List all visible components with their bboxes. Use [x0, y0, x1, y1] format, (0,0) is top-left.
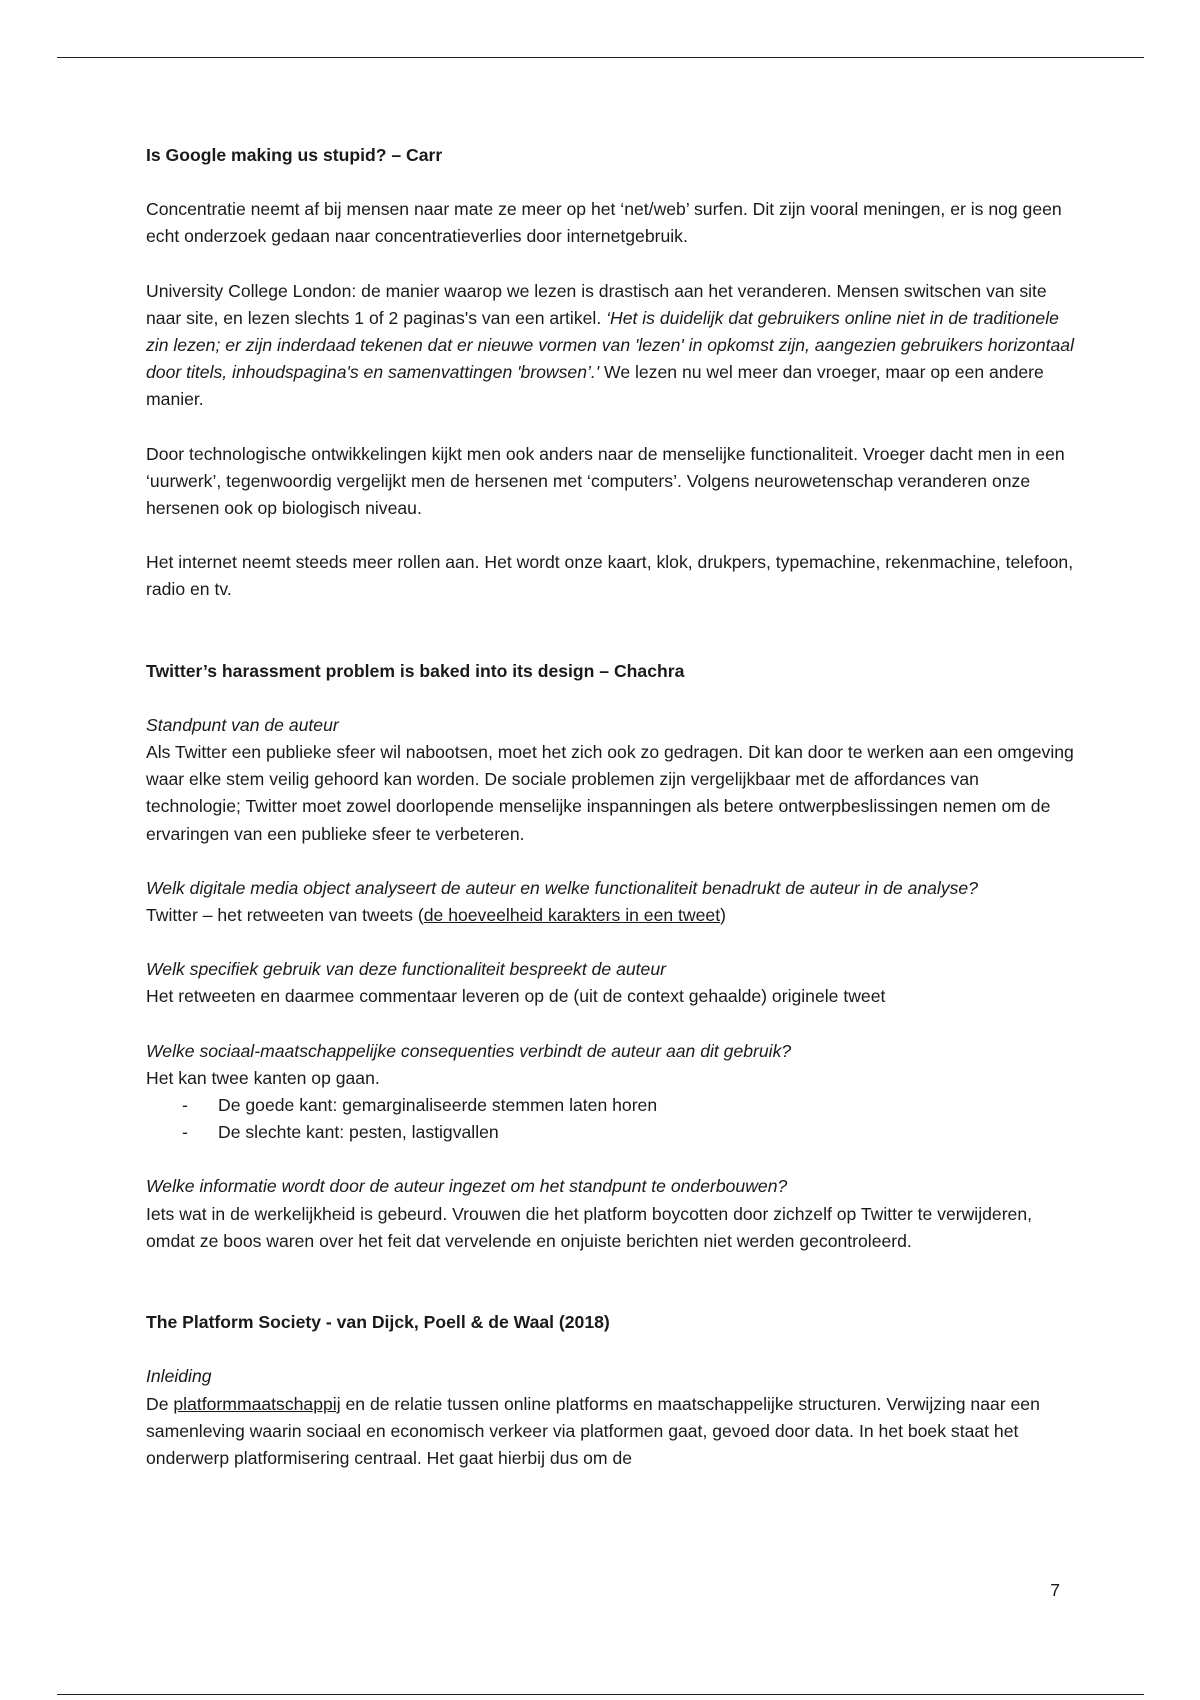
- document-body: [146, 142, 1076, 1472]
- dash-list: [146, 1092, 1076, 1146]
- underlined-text: de hoeveelheid karakters in een tweet: [423, 905, 721, 926]
- answer-text: Twitter – het retweeten van tweets (: [146, 905, 424, 926]
- section-heading: Twitter’s harassment problem is baked into its design – Chachra: [146, 660, 685, 681]
- quote-text: ‘Het is duidelijk dat gebruikers online niet in de traditionele zin lezen; er zijn inderdaad tekenen dat er nieuwe vormen van 'lezen' in opkomst zijn, aangezien gebruikers horizontaal door titels, inhoudspagina's en samenvattingen 'browsen’.': [146, 307, 1075, 383]
- underlined-text: platformmaatschappij: [173, 1393, 341, 1414]
- list-item: - De slechte kant: pesten, lastigvallen: [182, 1119, 1076, 1146]
- answer: [146, 902, 1076, 929]
- section-heading: Is Google making us stupid? – Carr: [146, 145, 443, 165]
- section-platform-society: [146, 1309, 1076, 1472]
- answer: Iets wat in de werkelijkheid is gebeurd. Vrouwen die het platform boycotten door zichzelf op Twitter te verwijderen, omdat ze boos waren over het feit dat vervelende en onjuiste berichten niet werden gecontroleerd.: [146, 1203, 1033, 1251]
- answer: Als Twitter een publieke sfeer wil nabootsen, moet het zich ook zo gedragen. Dit kan door te werken aan een omgeving waar elke stem veilig gehoord kan worden. De sociale problemen zijn vergelijkbaar met de affordances van technologie; Twitter moet zowel doorlopende menselijke inspanningen als betere ontwerpbeslissingen nemen om de ervaringen van een publieke sfeer te verbeteren.: [146, 742, 1074, 844]
- answer-text: ): [720, 905, 726, 926]
- paragraph-text: University College London: de manier waarop we lezen is drastisch aan het veranderen. Mensen switschen van site naar site, en lezen slechts 1 of 2 paginas's van een artikel.: [146, 280, 1047, 328]
- paragraph: Door technologische ontwikkelingen kijkt men ook anders naar de menselijke functionaliteit. Vroeger dacht men in een ‘uurwerk’, tegenwoordig vergelijkt men de hersenen met ‘computers’. Volgens neurowetenschap veranderen onze hersenen ook op biologisch niveau.: [146, 443, 1065, 519]
- section-heading: The Platform Society - van Dijck, Poell & de Waal (2018): [146, 1312, 610, 1333]
- question: Welk digitale media object analyseert de auteur en welke functionaliteit benadrukt de auteur in de analyse?: [146, 877, 978, 898]
- paragraph: Concentratie neemt af bij mensen naar mate ze meer op het ‘net/web’ surfen. Dit zijn vooral meningen, er is nog geen echt onderzoek gedaan naar concentratieverlies door internetgebruik.: [146, 199, 1062, 247]
- section-chachra: [146, 658, 1076, 1255]
- paragraph: [146, 278, 1076, 414]
- answer: Het kan twee kanten op gaan.: [146, 1067, 380, 1088]
- paragraph-text: en de relatie tussen online platforms en maatschappelijke structuren. Verwijzing naar een samenleving waarin sociaal en economisch verkeer via platformen gaat, gevoed door data. In het boek staat het onderwerp platformisering centraal. Het gaat hierbij dus om de: [146, 1393, 1040, 1468]
- footer-rule: [57, 1694, 1144, 1695]
- subheading: Inleiding: [146, 1366, 212, 1387]
- paragraph-text: De: [146, 1393, 174, 1414]
- list-item: - De goede kant: gemarginaliseerde stemmen laten horen: [182, 1092, 1076, 1119]
- question: Standpunt van de auteur: [146, 714, 339, 735]
- section-carr: [146, 142, 1076, 604]
- question: Welk specifiek gebruik van deze functionaliteit bespreekt de auteur: [146, 959, 666, 980]
- header-rule: [57, 57, 1144, 58]
- page-number: 7: [1050, 1580, 1060, 1600]
- paragraph-text: We lezen nu wel meer dan vroeger, maar op een andere manier.: [146, 362, 1044, 410]
- paragraph: [146, 1391, 1076, 1473]
- paragraph: Het internet neemt steeds meer rollen aan. Het wordt onze kaart, klok, drukpers, typemachine, rekenmachine, telefoon, radio en tv.: [146, 552, 1074, 600]
- question: Welke sociaal-maatschappelijke consequenties verbindt de auteur aan dit gebruik?: [146, 1040, 792, 1061]
- question: Welke informatie wordt door de auteur ingezet om het standpunt te onderbouwen?: [146, 1176, 788, 1197]
- answer: Het retweeten en daarmee commentaar leveren op de (uit de context gehaalde) originele tweet: [146, 986, 886, 1007]
